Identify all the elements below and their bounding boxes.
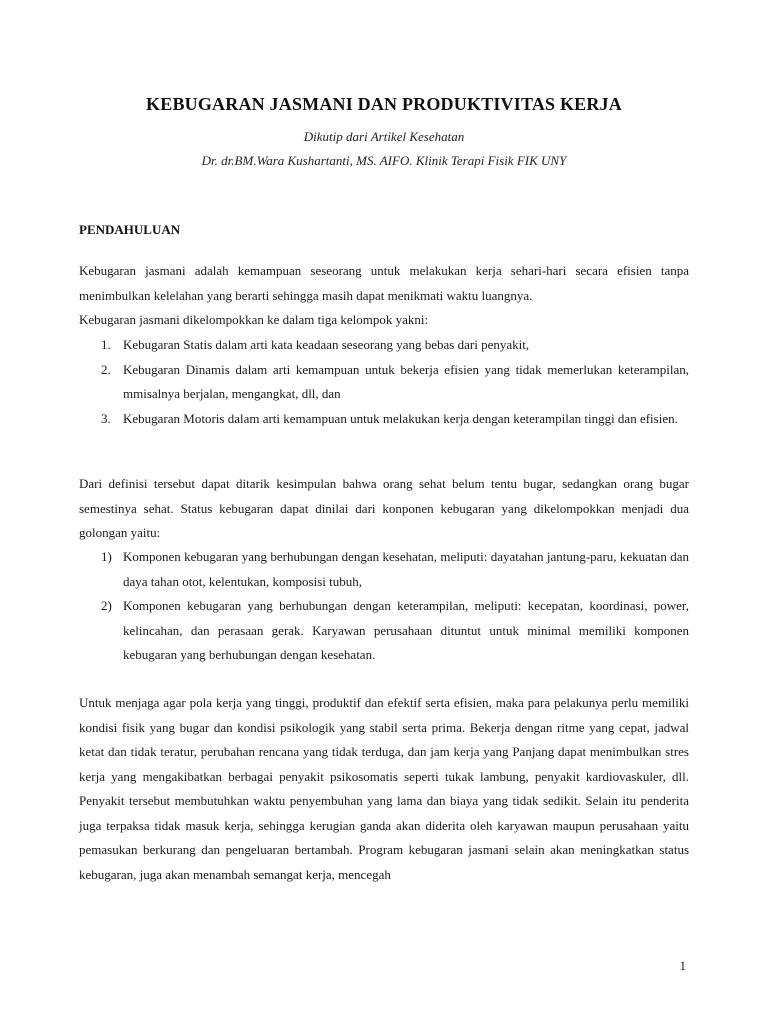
list-item-text: Kebugaran Statis dalam arti kata keadaan seseorang yang bebas dari penyakit, [123,337,530,352]
fitness-types-list [79,333,689,431]
paragraph-definition-text: Dari definisi tersebut dapat ditarik kesimpulan bahwa orang sehat belum tentu bugar, sedangkan orang bugar semestinya sehat. Status kebugaran dapat dinilai dari konponen kebugaran yang dikelompokkan menjadi dua golongan yaitu: [79,476,689,540]
list-item [79,333,689,358]
list-marker: 2) [101,598,112,613]
paragraph-productivity-text: Untuk menjaga agar pola kerja yang tinggi, produktif dan efektif serta efisien, maka para pelakunya perlu memiliki kondisi fisik yang bugar dan kondisi psikologik yang stabil serta prima. Bekerja dengan ritme yang cepat, jadwal ketat dan tidak teratur, perubahan rencana yang tidak terduga, dan jam kerja yang Panjang dapat menimbulkan stres kerja yang mengakibatkan berbagai penyakit psikosomatis seperti tukak lambung, penyakit kardiovaskuler, dll. Penyakit tersebut membutuhkan waktu penyembuhan yang lama dan biaya yang tidak sedikit. Selain itu penderita juga terpaksa tidak masuk kerja, sehingga kerugian ganda akan diderita oleh karyawan maupun perusahaan yaitu pemasukan berkurang dan pengeluaran bertambah. Program kebugaran jasmani selain akan meningkatkan status kebugaran, juga akan menambah semangat kerja, mencegah [79,695,689,882]
list-item [79,407,689,432]
section-heading: PENDAHULUAN [79,222,181,237]
list-marker: 1. [101,337,111,352]
list-item [79,594,689,668]
document-title: KEBUGARAN JASMANI DAN PRODUKTIVITAS KERJA [146,94,622,114]
list-item-text: Komponen kebugaran yang berhubungan dengan keterampilan, meliputi: kecepatan, koordinasi, power, kelincahan, dan perasaan gerak. Karyawan perusahaan dituntut untuk minimal memiliki komponen kebugaran yang berhubungan dengan kesehatan. [123,598,689,662]
paragraph-intro [79,259,689,333]
list-item-text: Kebugaran Motoris dalam arti kemampuan untuk melakukan kerja dengan keterampilan tinggi dan efisien. [123,410,678,426]
list-item [79,358,689,407]
list-item-text: Komponen kebugaran yang berhubungan dengan kesehatan, meliputi: dayatahan jantung-paru, kekuatan dan daya tahan otot, kelentukan, komposisi tubuh, [123,549,689,589]
list-marker: 1) [101,549,112,564]
document-author-line: Dr. dr.BM.Wara Kushartanti, MS. AIFO. Klinik Terapi Fisik FIK UNY [201,153,567,168]
fitness-components-list [79,545,689,668]
list-item-text: Kebugaran Dinamis dalam arti kemampuan untuk bekerja efisien yang tidak memerlukan keterampilan, mmisalnya berjalan, mengangkat, dll, dan [123,361,689,401]
paragraph-definition [79,472,689,546]
document-source-line: Dikutip dari Artikel Kesehatan [303,129,465,144]
list-item [79,545,689,594]
paragraph-productivity [79,691,689,887]
paragraph-intro-text: Kebugaran jasmani adalah kemampuan seseorang untuk melakukan kerja sehari-hari secara efisien tanpa menimbulkan kelelahan yang berarti sehingga masih dapat menikmati waktu luangnya. Kebugaran jasmani dikelompokkan ke dalam tiga kelompok yakni: [79,263,689,327]
list-marker: 3. [101,410,111,426]
page-number: 1 [679,958,686,973]
list-marker: 2. [101,361,111,377]
